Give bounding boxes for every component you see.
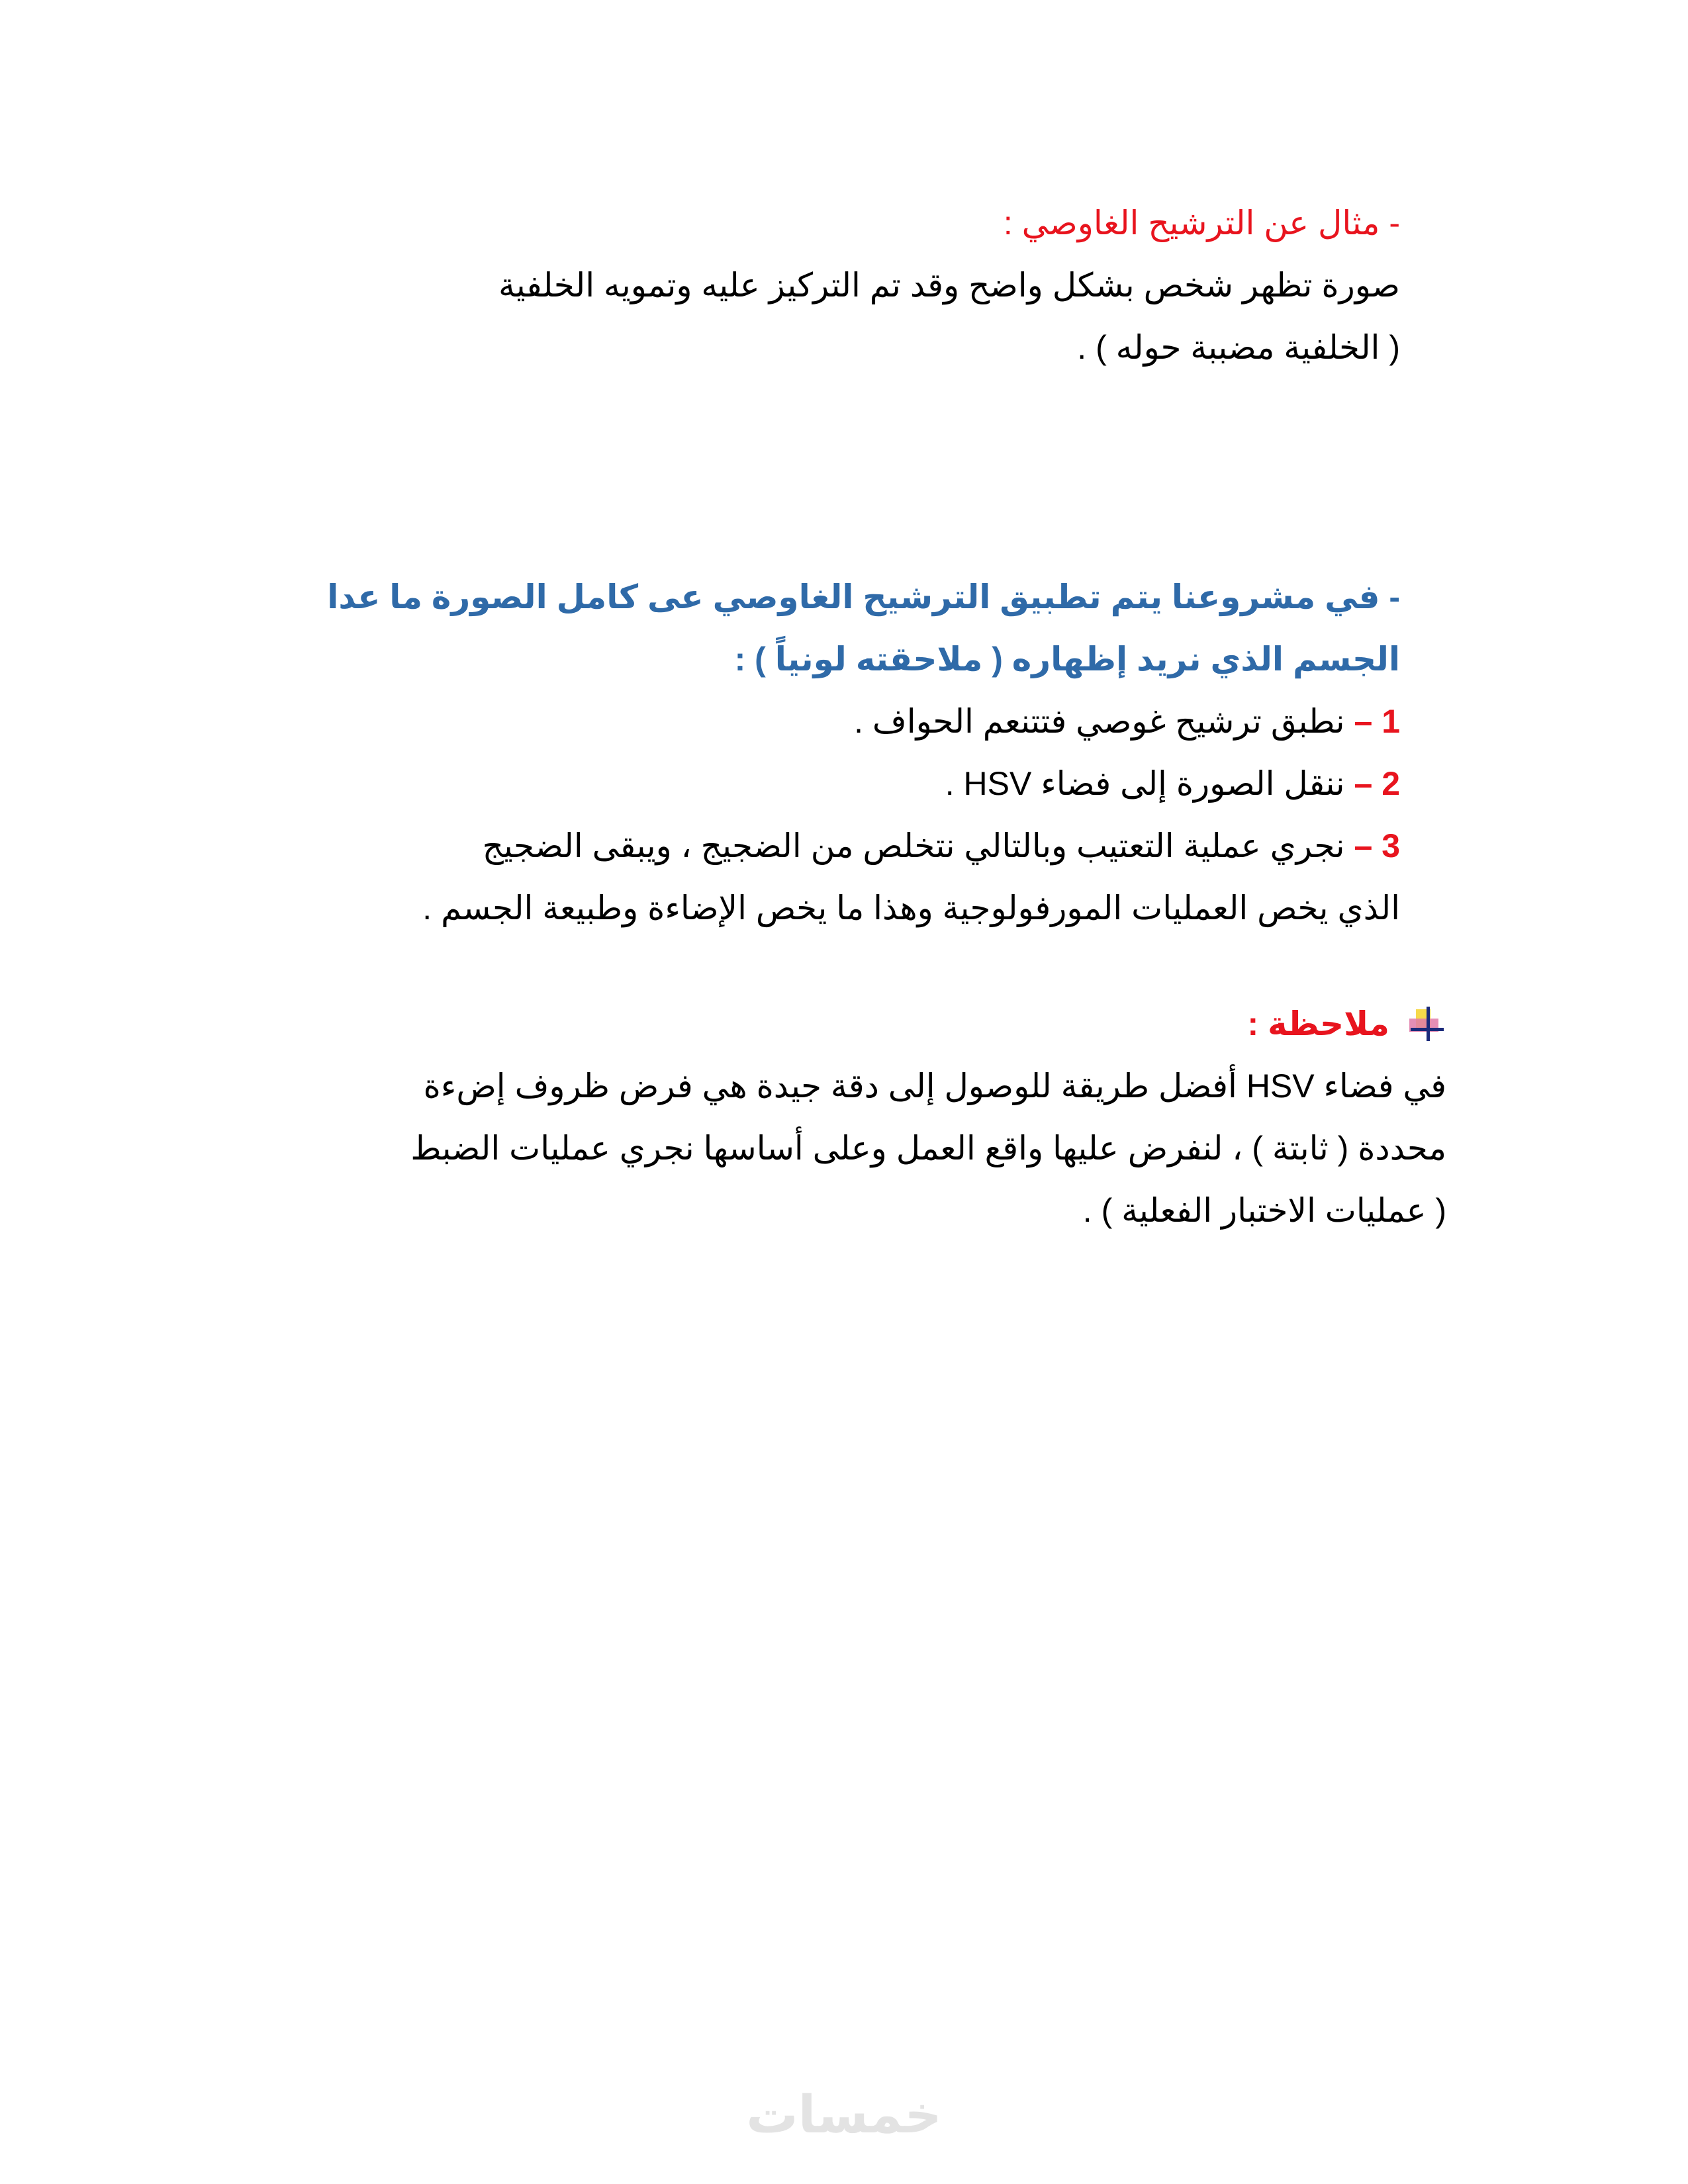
step-number: 3 [1382, 827, 1400, 864]
step-text: نجري عملية التعتيب وبالتالي نتخلص من الضجيج ، ويبقى الضجيج [482, 827, 1345, 864]
step-item-2 [43, 752, 1400, 815]
step-3-continuation: الذي يخص العمليات المورفولوجية وهذا ما يخص الإضاءة وطبيعة الجسم . [422, 889, 1400, 927]
step-number: 2 [1382, 765, 1400, 802]
watermark-logo: خمسات [746, 2085, 942, 2144]
step-dash: – [1354, 765, 1373, 802]
note-line-3: ( عمليات الاختبار الفعلية ) . [1082, 1192, 1446, 1229]
gaussian-example-line-2: ( الخلفية مضببة حوله ) . [1077, 329, 1400, 366]
step-item-1 [43, 690, 1400, 752]
step-text: ننقل الصورة إلى فضاء HSV . [945, 765, 1345, 802]
project-section [43, 566, 1400, 939]
project-intro-line-2: الجسم الذي نريد إظهاره ( ملاحقته لونياً ) : [734, 641, 1400, 678]
step-number: 1 [1382, 703, 1400, 740]
gaussian-example-section [209, 192, 1400, 379]
note-line-2: محددة ( ثابتة ) ، لنفرض عليها واقع العمل وعلى أساسها نجري عمليات الضبط [410, 1130, 1446, 1167]
gaussian-example-line-1: صورة تظهر شخص بشكل واضح وقد تم التركيز عليه وتمويه الخلفية [498, 267, 1400, 304]
project-intro-line-1: - في مشروعنا يتم تطبيق الترشيح الغاوصي عى كامل الصورة ما عدا [327, 578, 1400, 615]
note-heading [56, 993, 1446, 1055]
gaussian-example-heading: - مثال عن الترشيح الغاوصي : [1003, 205, 1400, 242]
step-item-3 [43, 815, 1400, 877]
step-dash: – [1354, 827, 1373, 864]
step-text: نطبق ترشيح غوصي فتتنعم الحواف . [854, 703, 1345, 740]
step-dash: – [1354, 703, 1373, 740]
note-title: ملاحظة : [1247, 1005, 1389, 1042]
note-line-1: في فضاء HSV أفضل طريقة للوصول إلى دقة جيدة هي فرض ظروف إضءة [423, 1068, 1446, 1105]
bullet-cross-icon [1407, 1004, 1446, 1044]
note-section [56, 993, 1446, 1242]
